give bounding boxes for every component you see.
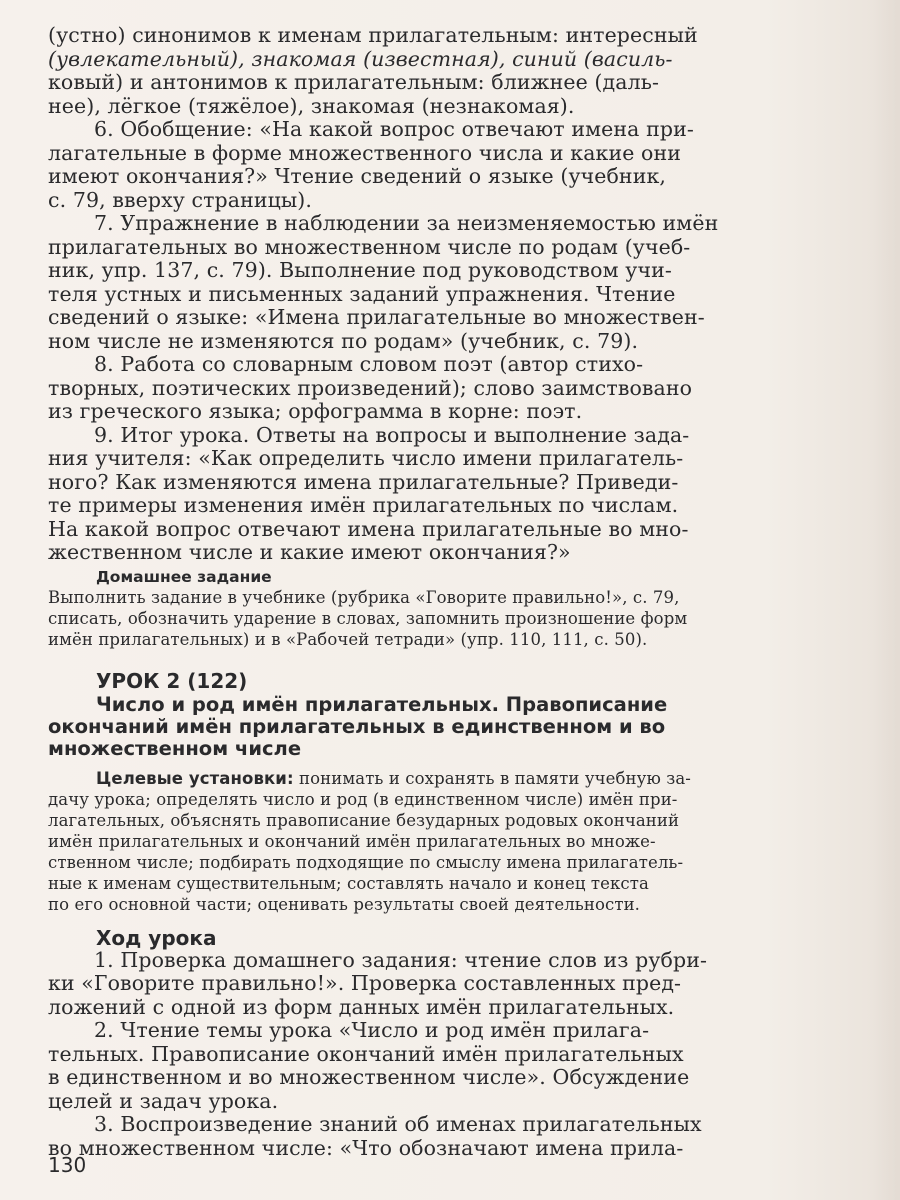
text-line: множественном числе (48, 736, 302, 760)
paragraph-item-9 (48, 424, 888, 565)
text-line: ковый) и антонимов к прилагательным: ближнее (даль- (48, 70, 659, 94)
text-line: ном числе не изменяются по родам» (учебник, с. 79). (48, 328, 639, 353)
text-line: На какой вопрос отвечают имена прилагательные во мно- (48, 516, 689, 541)
text-line: в единственном и во множественном числе». Обсуждение (48, 1065, 690, 1089)
lesson-heading: УРОК 2 (122) (96, 668, 248, 693)
text-line: те примеры изменения имён прилагательных по числам. (48, 493, 679, 517)
text-line: из греческого языка; орфограмма в корне: поэт. (48, 399, 583, 423)
course-heading: Ход урока (96, 925, 217, 950)
text-line: целей и задач урока. (48, 1088, 279, 1113)
page-number: 130 (48, 1153, 87, 1177)
text-line: лагательные в форме множественного числа и какие они (48, 140, 682, 165)
text-line: теля устных и письменных заданий упражнения. Чтение (48, 281, 676, 306)
course-item-2 (48, 1019, 888, 1113)
text-line: тельных. Правописание окончаний имён прилагательных (48, 1041, 684, 1066)
lesson-title (48, 694, 888, 760)
text-line: прилагательных во множественном числе по родам (учеб- (48, 234, 691, 259)
text-line: жественном числе и какие имеют окончания?» (48, 540, 571, 564)
text-line: Число и род имён прилагательных. Правописание (96, 693, 668, 716)
course-item-1 (48, 949, 888, 1020)
text-line: ложений с одной из форм данных имён прилагательных. (48, 994, 675, 1019)
text-line: творных, поэтических произведений); слово заимствовано (48, 375, 693, 400)
text-line: 7. Упражнение в наблюдении за неизменяемостью имён (94, 212, 719, 235)
text-line: имеют окончания?» Чтение сведений о языке (учебник, (48, 164, 666, 188)
text-line: лагательных, объяснять правописание безударных родовых окончаний (48, 810, 680, 830)
text-line: окончаний имён прилагательных в единственном и во (48, 714, 666, 738)
page-edge-shadow (872, 0, 900, 1200)
text-line: ные к именам существительным; составлять начало и конец текста (48, 873, 649, 893)
page-content (48, 24, 888, 1160)
text-line: нее), лёгкое (тяжёлое), знакомая (незнакомая). (48, 93, 575, 118)
text-line: имён прилагательных) и в «Рабочей тетради» (упр. 110, 111, с. 50). (48, 629, 648, 649)
text-line: (устно) синонимов к именам прилагательным: интересный (48, 24, 698, 47)
paragraph-item-8 (48, 353, 888, 424)
goals-label: Целевые установки: (96, 768, 294, 788)
text-line: (увлекательный), знакомая (известная), синий (василь- (48, 46, 673, 71)
paragraph-synonyms (48, 24, 888, 118)
text-line: списать, обозначить ударение в словах, запомнить произношение форм (48, 608, 688, 628)
text-line: сведений о языке: «Имена прилагательные во множествен- (48, 305, 705, 329)
text-line: по его основной части; оценивать результаты своей деятельности. (48, 894, 641, 914)
text-line: дачу урока; определять число и род (в единственном числе) имён при- (48, 789, 678, 809)
text-line: понимать и сохранять в памяти учебную за- (293, 768, 691, 788)
text-line: ния учителя: «Как определить число имени прилагатель- (48, 446, 684, 470)
text-line: ного? Как изменяются имена прилагательные? Приведи- (48, 469, 679, 494)
text-line: 3. Воспроизведение знаний об именах прилагательных (94, 1113, 702, 1136)
text-line: ственном числе; подбирать подходящие по смыслу имена прилагатель- (48, 852, 684, 872)
text-line: во множественном числе: «Что обозначают имена прила- (48, 1135, 684, 1160)
text-line: ник, упр. 137, с. 79). Выполнение под руководством учи- (48, 258, 672, 282)
text-line: имён прилагательных и окончаний имён прилагательных во множе- (48, 831, 656, 851)
text-line: 2. Чтение темы урока «Число и род имён прилага- (94, 1019, 650, 1042)
paragraph-item-6 (48, 118, 888, 212)
text-line: ки «Говорите правильно!». Проверка составленных пред- (48, 971, 682, 995)
paragraph-item-7 (48, 212, 888, 353)
course-item-3 (48, 1113, 888, 1160)
text-line: с. 79, вверху страницы). (48, 187, 313, 212)
text-line: 1. Проверка домашнего задания: чтение слов из рубри- (94, 948, 707, 972)
text-line: 6. Обобщение: «На какой вопрос отвечают имена при- (94, 118, 694, 141)
text-line: Выполнить задание в учебнике (рубрика «Говорите правильно!», с. 79, (48, 587, 680, 607)
homework-title: Домашнее задание (96, 567, 272, 586)
text-line: 9. Итог урока. Ответы на вопросы и выполнение зада- (94, 423, 690, 447)
text-line: 8. Работа со словарным словом поэт (автор стихо- (94, 353, 644, 376)
homework-text (48, 587, 888, 650)
lesson-goals (48, 768, 888, 915)
